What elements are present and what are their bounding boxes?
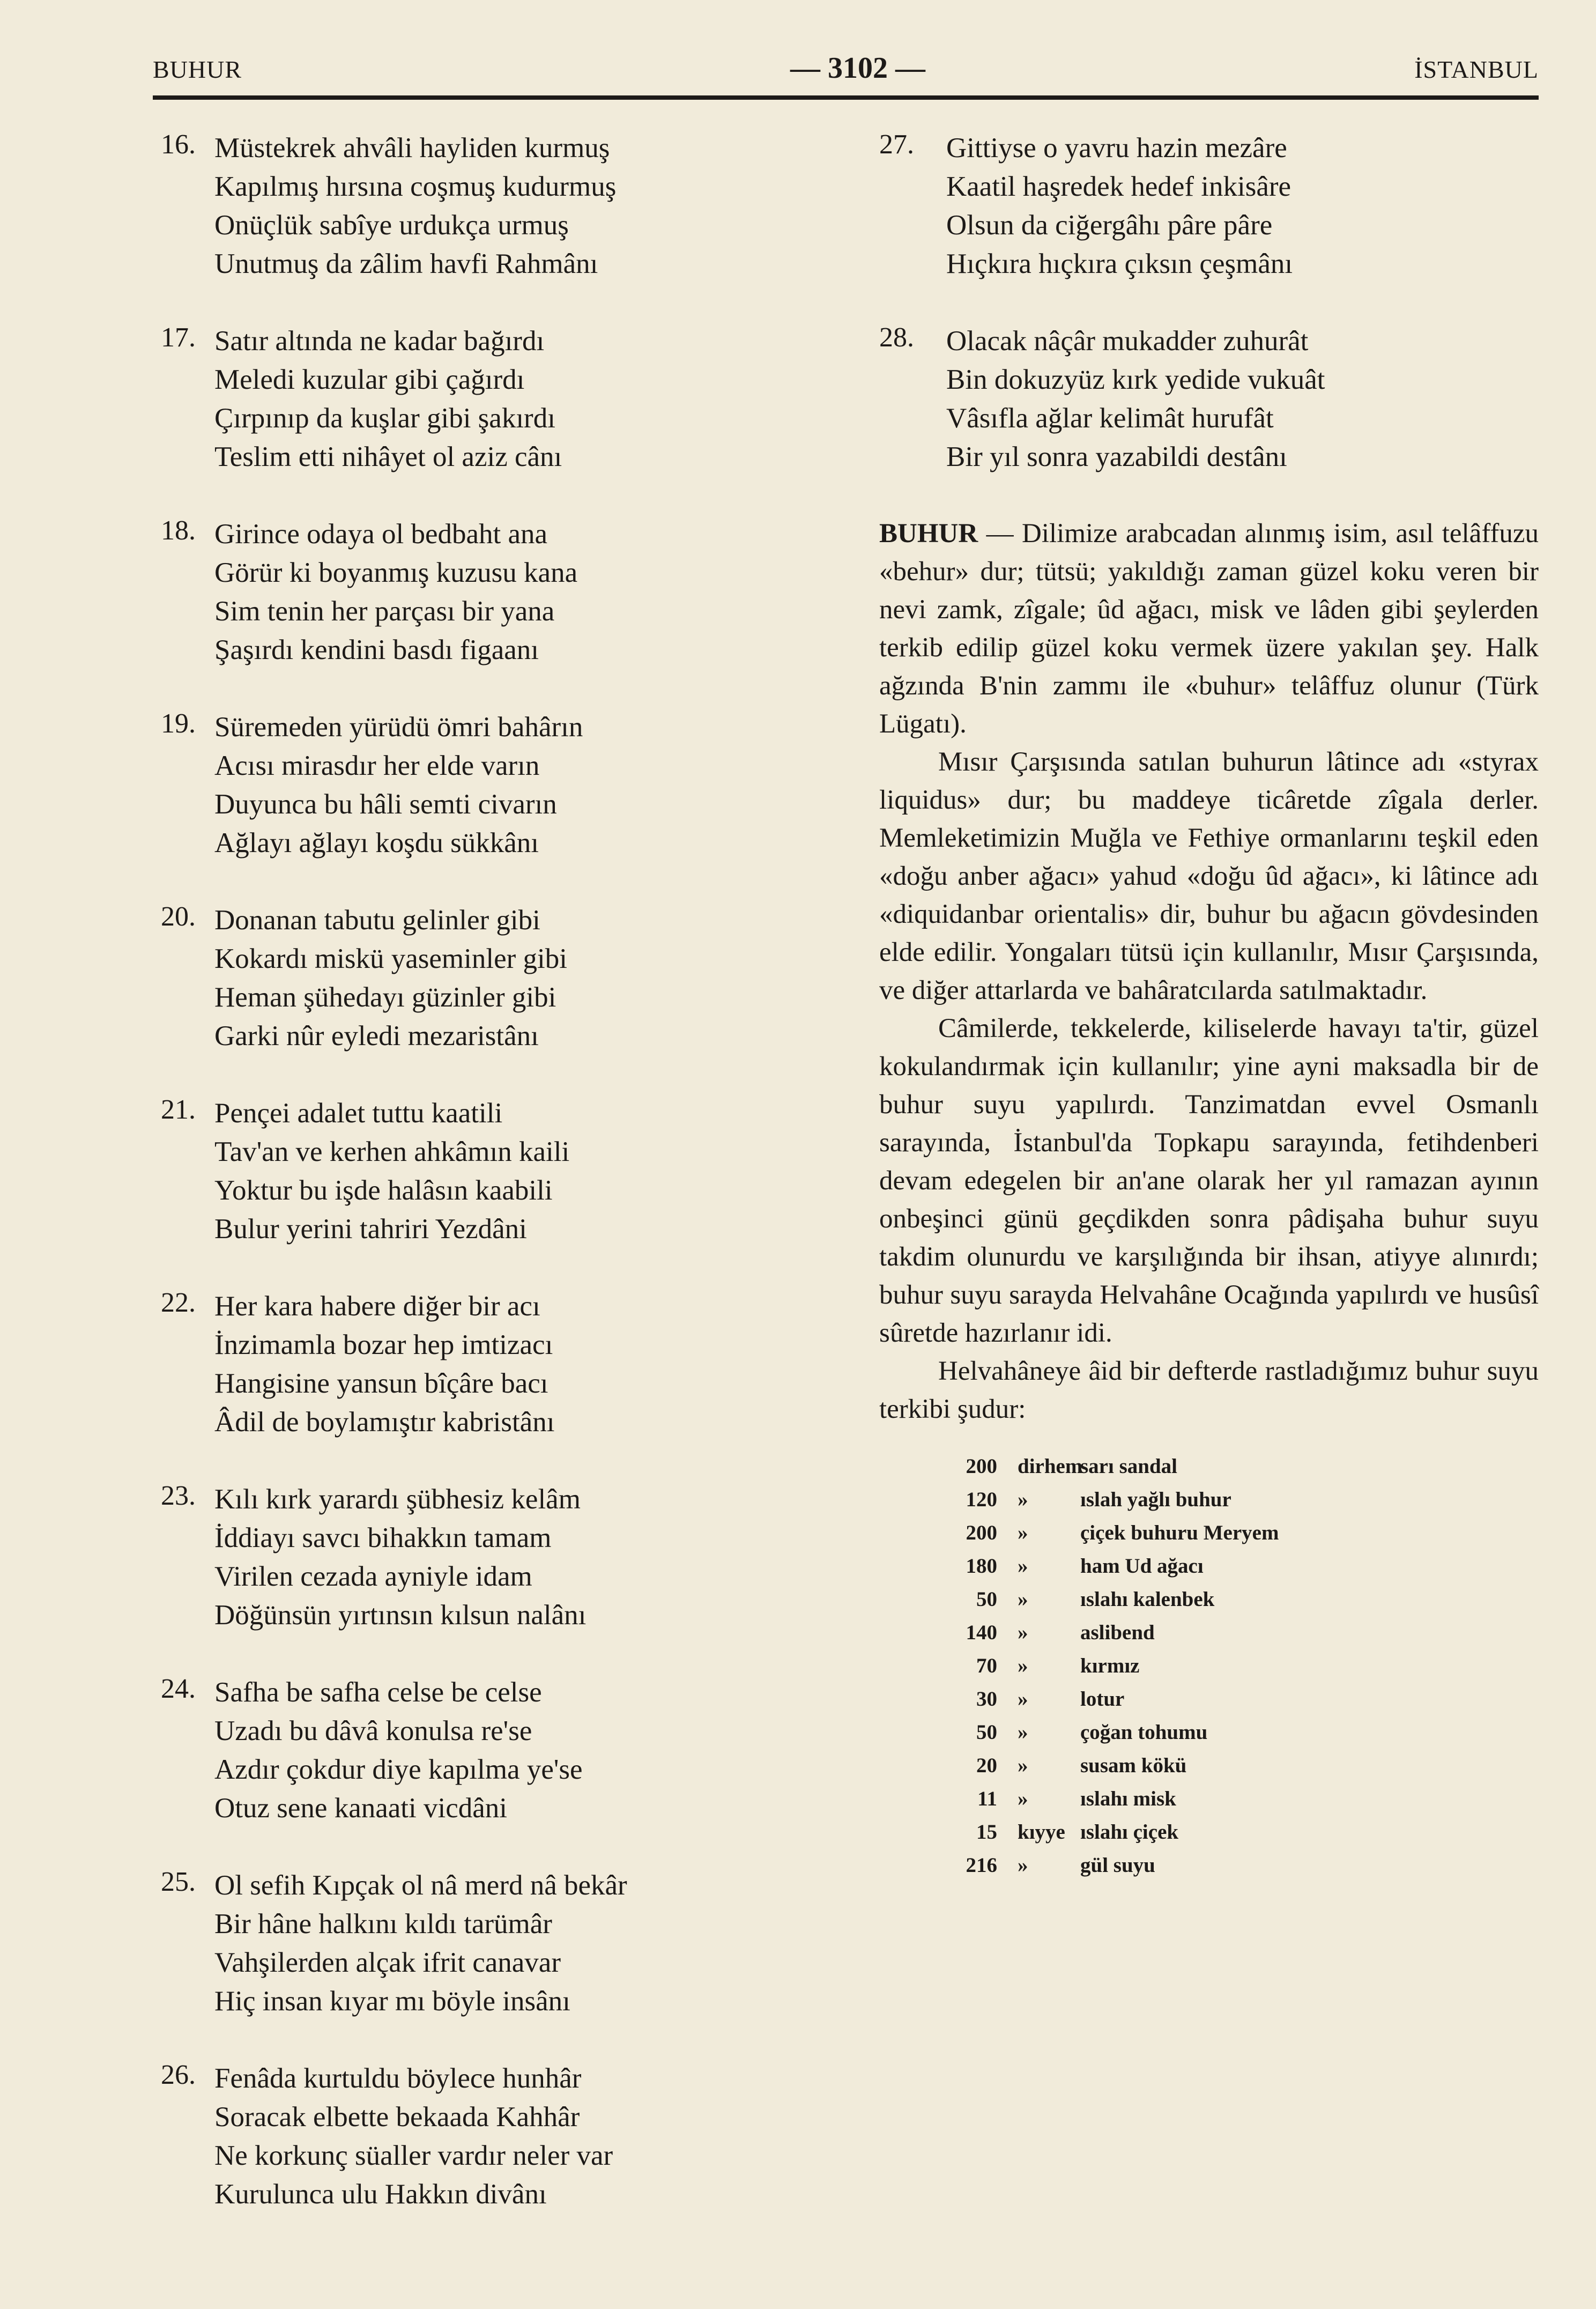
recipe-quantity: 20 — [976, 1754, 997, 1777]
verse-line: Hıçkıra hıçkıra çıksın çeşmânı — [946, 248, 1293, 279]
recipe-quantity: 200 — [966, 1455, 997, 1478]
recipe-quantity: 70 — [976, 1654, 997, 1677]
recipe-unit: » — [1018, 1588, 1028, 1611]
right-column — [879, 129, 1539, 1882]
poem-stanza — [161, 129, 858, 283]
verse-line: Kokardı miskü yaseminler gibi — [214, 943, 567, 974]
stanza-number: 26. — [161, 2060, 196, 2090]
verse-line: İddiayı savcı bihakkın tamam — [214, 1522, 552, 1553]
recipe-ingredient: kırmız — [1080, 1654, 1140, 1677]
recipe-unit: kıyye — [1018, 1820, 1065, 1844]
poem-stanza — [879, 322, 1539, 476]
verse-line: Garki nûr eyledi mezaristânı — [214, 1020, 539, 1052]
stanza-number: 28. — [879, 322, 914, 353]
recipe-ingredient: ıslahı çiçek — [1080, 1820, 1179, 1844]
verse-line: Süremeden yürüdü ömri bahârın — [214, 712, 583, 743]
recipe-unit: » — [1018, 1721, 1028, 1744]
stanza-lines — [214, 2059, 858, 2214]
verse-line: Bir yıl sonra yazabildi destânı — [946, 441, 1287, 472]
recipe-row — [879, 1782, 1539, 1816]
recipe-quantity: 180 — [966, 1555, 997, 1578]
verse-line: Otuz sene kanaati vicdâni — [214, 1793, 507, 1824]
verse-line: Olsun da ciğergâhı pâre pâre — [946, 210, 1273, 241]
stanza-lines — [214, 322, 858, 476]
recipe-unit: » — [1018, 1754, 1028, 1777]
verse-line: Gittiyse o yavru hazin mezâre — [946, 132, 1287, 164]
verse-line: Vâsıfla ağlar kelimât hurufât — [946, 403, 1274, 434]
stanza-number: 18. — [161, 515, 196, 546]
stanza-lines — [214, 901, 858, 1055]
poem-stanza — [879, 129, 1539, 283]
verse-line: İnzimamla bozar hep imtizacı — [214, 1329, 553, 1360]
recipe-table — [879, 1450, 1539, 1882]
recipe-unit: » — [1018, 1621, 1028, 1644]
poem-stanza — [161, 901, 858, 1055]
recipe-row — [879, 1816, 1539, 1849]
recipe-unit: » — [1018, 1654, 1028, 1677]
recipe-ingredient: lotur — [1080, 1688, 1125, 1711]
verse-line: Âdil de boylamıştır kabristânı — [214, 1407, 555, 1438]
stanza-number: 16. — [161, 129, 196, 160]
stanza-number: 19. — [161, 708, 196, 739]
verse-line: Çırpınıp da kuşlar gibi şakırdı — [214, 403, 555, 434]
stanza-lines — [946, 322, 1539, 476]
verse-line: Hangisine yansun bîçâre bacı — [214, 1368, 548, 1399]
recipe-row — [879, 1716, 1539, 1749]
recipe-quantity: 120 — [966, 1488, 997, 1511]
recipe-ingredient: ıslahı kalenbek — [1080, 1588, 1215, 1611]
recipe-unit: » — [1018, 1521, 1028, 1544]
entry-paragraph — [879, 515, 1539, 743]
verse-line: Kılı kırk yarardı şübhesiz kelâm — [214, 1484, 581, 1515]
verse-line: Teslim etti nihâyet ol aziz cânı — [214, 441, 562, 472]
verse-line: Müstekrek ahvâli hayliden kurmuş — [214, 132, 610, 164]
verse-line: Fenâda kurtuldu böylece hunhâr — [214, 2063, 582, 2094]
entry-paragraph: Helvahâneye âid bir defterde rastladığımız buhur suyu terkibi şudur: — [879, 1356, 1539, 1424]
verse-line: Azdır çokdur diye kapılma ye'se — [214, 1754, 583, 1785]
verse-line: Meledi kuzular gibi çağırdı — [214, 364, 525, 395]
recipe-quantity: 200 — [966, 1521, 997, 1544]
recipe-row — [879, 1649, 1539, 1683]
verse-line: Onüçlük sabîye urdukça urmuş — [214, 210, 569, 241]
verse-line: Girince odaya ol bedbaht ana — [214, 519, 548, 550]
left-column — [161, 129, 858, 2252]
recipe-unit: » — [1018, 1688, 1028, 1711]
verse-line: Tav'an ve kerhen ahkâmın kaili — [214, 1136, 570, 1167]
page-header — [153, 51, 1539, 94]
verse-line: Vahşilerden alçak ifrit canavar — [214, 1947, 561, 1978]
recipe-unit: » — [1018, 1555, 1028, 1578]
poem-stanza — [161, 515, 858, 669]
stanza-lines — [214, 515, 858, 669]
verse-line: Ağlayı ağlayı koşdu sükkânı — [214, 827, 539, 859]
recipe-quantity: 140 — [966, 1621, 997, 1644]
verse-line: Her kara habere diğer bir acı — [214, 1291, 540, 1322]
stanza-lines — [214, 1094, 858, 1248]
recipe-ingredient: sarı sandal — [1080, 1455, 1177, 1478]
recipe-ingredient: çiçek buhuru Meryem — [1080, 1521, 1279, 1544]
stanza-number: 20. — [161, 901, 196, 932]
recipe-row — [879, 1616, 1539, 1649]
verse-line: Bulur yerini tahriri Yezdâni — [214, 1213, 527, 1245]
recipe-row — [879, 1483, 1539, 1516]
recipe-row — [879, 1849, 1539, 1882]
recipe-ingredient: ham Ud ağacı — [1080, 1555, 1204, 1578]
entry-term: BUHUR — [879, 519, 978, 549]
recipe-row — [879, 1683, 1539, 1716]
recipe-ingredient: aslibend — [1080, 1621, 1155, 1644]
stanza-lines — [946, 129, 1539, 283]
page-number: — 3102 — — [790, 51, 925, 85]
verse-line: Donanan tabutu gelinler gibi — [214, 905, 540, 936]
recipe-row — [879, 1516, 1539, 1550]
verse-line: Acısı mirasdır her elde varın — [214, 750, 540, 781]
recipe-quantity: 15 — [976, 1820, 997, 1844]
verse-line: Satır altında ne kadar bağırdı — [214, 325, 545, 357]
stanza-lines — [214, 1480, 858, 1634]
recipe-quantity: 30 — [976, 1688, 997, 1711]
stanza-number: 25. — [161, 1867, 196, 1897]
entry-paragraph: Mısır Çarşısında satılan buhurun lâtince adı «styrax liquidus» dur; bu maddeye ticâretde zîgala derler. Memleketimizin Muğla ve Fethiye ormanlarını teşkil eden «doğu anber ağacı» yahud «doğu ûd ağacı», ki lâtince adı «diquidanbar orientalis» dir, buhur bu ağacın gövdesinden elde edilir. Yongaları tütsü için kullanılır, Mısır Çarşısında, ve diğer attarlarda ve bahâratcılarda satılmaktadır. — [879, 747, 1539, 1005]
verse-line: Heman şühedayı güzinler gibi — [214, 982, 556, 1013]
stanza-lines — [214, 1287, 858, 1441]
verse-line: Yoktur bu işde halâsın kaabili — [214, 1175, 553, 1206]
verse-line: Ne korkunç süaller vardır neler var — [214, 2140, 613, 2171]
poem-stanza — [161, 708, 858, 862]
verse-line: Pençei adalet tuttu kaatili — [214, 1098, 503, 1129]
recipe-ingredient: susam kökü — [1080, 1754, 1187, 1777]
recipe-unit: dirhem — [1018, 1455, 1083, 1478]
poem-stanza — [161, 2059, 858, 2214]
verse-line: Unutmuş da zâlim havfi Rahmânı — [214, 248, 598, 279]
right-stanzas — [879, 129, 1539, 476]
verse-line: Görür ki boyanmış kuzusu kana — [214, 557, 578, 588]
verse-line: Uzadı bu dâvâ konulsa re'se — [214, 1715, 532, 1746]
recipe-ingredient: gül suyu — [1080, 1854, 1155, 1877]
recipe-quantity: 50 — [976, 1721, 997, 1744]
verse-line: Virilen cezada ayniyle idam — [214, 1561, 532, 1592]
stanza-number: 22. — [161, 1287, 196, 1318]
recipe-ingredient: ıslahı misk — [1080, 1787, 1176, 1810]
poem-stanza — [161, 1866, 858, 2021]
stanza-lines — [214, 708, 858, 862]
stanza-lines — [214, 1866, 858, 2021]
recipe-quantity: 11 — [977, 1787, 997, 1810]
verse-line: Duyunca bu hâli semti civarın — [214, 789, 557, 820]
verse-line: Olacak nâçâr mukadder zuhurât — [946, 325, 1309, 357]
stanza-number: 27. — [879, 129, 914, 160]
poem-stanza — [161, 1094, 858, 1248]
verse-line: Sim tenin her parçası bir yana — [214, 596, 555, 627]
stanza-lines — [214, 129, 858, 283]
recipe-row — [879, 1450, 1539, 1483]
verse-line: Döğünsün yırtınsın kılsun nalânı — [214, 1600, 587, 1631]
stanza-number: 24. — [161, 1674, 196, 1704]
entry-text — [879, 515, 1539, 1429]
recipe-unit: » — [1018, 1787, 1028, 1810]
header-encyclopedia-title: İSTANBUL — [1414, 56, 1539, 83]
poem-stanza — [161, 1480, 858, 1634]
recipe-row — [879, 1749, 1539, 1782]
verse-line: Bin dokuzyüz kırk yedide vukuât — [946, 364, 1325, 395]
stanza-lines — [214, 1673, 858, 1827]
recipe-unit: » — [1018, 1488, 1028, 1511]
verse-line: Kaatil haşredek hedef inkisâre — [946, 171, 1291, 202]
recipe-ingredient: çoğan tohumu — [1080, 1721, 1208, 1744]
verse-line: Soracak elbette bekaada Kahhâr — [214, 2101, 580, 2133]
recipe-unit: » — [1018, 1854, 1028, 1877]
recipe-ingredient: ıslah yağlı buhur — [1080, 1488, 1231, 1511]
stanza-number: 21. — [161, 1094, 196, 1125]
verse-line: Ol sefih Kıpçak ol nâ merd nâ bekâr — [214, 1870, 627, 1901]
verse-line: Kurulunca ulu Hakkın divânı — [214, 2179, 547, 2210]
header-rule — [153, 95, 1539, 100]
verse-line: Safha be safha celse be celse — [214, 1677, 542, 1708]
recipe-quantity: 216 — [966, 1854, 997, 1877]
poem-stanza — [161, 322, 858, 476]
poem-stanza — [161, 1673, 858, 1827]
verse-line: Şaşırdı kendini basdı figaanı — [214, 634, 539, 665]
verse-line: Kapılmış hırsına coşmuş kudurmuş — [214, 171, 617, 202]
recipe-row — [879, 1550, 1539, 1583]
verse-line: Bir hâne halkını kıldı tarümâr — [214, 1908, 552, 1940]
poem-stanza — [161, 1287, 858, 1441]
recipe-row — [879, 1583, 1539, 1616]
verse-line: Hiç insan kıyar mı böyle insânı — [214, 1986, 570, 2017]
header-section-title: BUHUR — [153, 56, 242, 83]
stanza-number: 23. — [161, 1481, 196, 1511]
recipe-quantity: 50 — [976, 1588, 997, 1611]
stanza-number: 17. — [161, 322, 196, 353]
entry-definition: — Dilimize arabcadan alınmış isim, asıl telâffuzu «behur» dur; tütsü; yakıldığı zaman güzel koku veren bir nevi zamk, zîgale; ûd ağacı, misk ve lâden gibi şeylerden terkib edilip güzel koku vermek üzere yakılan şey. Halk ağzında B'nin zammı ile «buhur» telâffuz olunur (Türk Lügatı). — [879, 519, 1539, 739]
entry-paragraph: Câmilerde, tekkelerde, kiliselerde havayı ta'tir, güzel kokulandırmak için kullanılır; yine ayni maksadla bir de buhur suyu yapılırdı. Tanzimatdan evvel Osmanlı sarayında, İstanbul'da Topkapu sarayında, fetihdenberi devam edegelen bir an'ane olarak her yıl ramazan ayının onbeşinci günü geçdikden sonra pâdişaha buhur suyu takdim olunurdu ve karşılığında bir ihsan, atiyye alınırdı; buhur suyu sarayda Helvahâne Ocağında yapılırdı ve husûsî sûretde hazırlanır idi. — [879, 1013, 1539, 1348]
